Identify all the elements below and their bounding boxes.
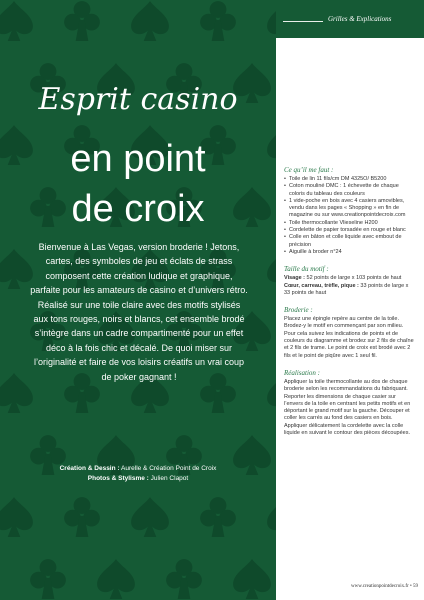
club-icon (200, 1, 236, 41)
size-section (284, 265, 416, 297)
embroidery-text: Placez une épingle repère au centre de la toile. Brodez-y le motif en commençant par son milieu. Pour cela suivez les indications de points et de couleurs du diagramme et brodez sur 2 fils de chaîne et 2 fils de trame. Le point de croix est brodé avec 2 fils et le point de piqûre avec 1 seul fil. (284, 316, 414, 359)
size-title: Taille du motif : (284, 265, 329, 274)
header-rule (283, 21, 323, 22)
spade-icon (97, 559, 135, 599)
spade-icon (131, 1, 169, 41)
spade-icon (0, 249, 33, 289)
size-line-1-label: Visage : (284, 275, 305, 282)
size-line-1 (284, 275, 416, 282)
spade-icon (267, 1, 276, 41)
size-line-2 (284, 283, 416, 298)
instructions-column (284, 166, 416, 446)
spade-icon (131, 497, 169, 537)
credits (10, 464, 266, 484)
club-icon (30, 559, 66, 599)
size-line-2-label: Cœur, carreau, trèfle, pique : (284, 282, 359, 289)
spade-icon (233, 559, 271, 599)
embroidery-title: Broderie : (284, 306, 313, 315)
spade-icon (267, 249, 276, 289)
title-line-1: Esprit casino (38, 82, 238, 117)
size-line-1-value: 52 points de large x 103 points de haut (306, 275, 402, 282)
club-icon (64, 1, 100, 41)
credit-photo-value: Julien Clapot (150, 475, 189, 482)
club-icon (166, 559, 202, 599)
credit-design-value: Aurelle & Création Point de Croix (121, 465, 217, 472)
spade-icon (267, 373, 276, 413)
credit-design (10, 464, 266, 474)
spade-icon (267, 497, 276, 537)
materials-item: • Cordelette de papier torsadée en rouge et blanc (284, 227, 416, 234)
materials-item: • Colle en bâton et colle liquide avec embout de précision (284, 234, 416, 249)
title-line-2: en point (70, 138, 206, 180)
club-icon (200, 497, 236, 537)
intro-text: Bienvenue à Las Vegas, version broderie ! Jetons, cartes, des symboles de jeu et éclats de strass composent cette création ludique et graphique, parfaite pour les amateurs de casino et d’univers rétro. Réalisé sur une toile claire avec des motifs stylisés aux tons rouges, noirs et blancs, cet ensemble brodé s’intègre dans un cadre compartimenté pour un effet déco à la fois chic et décalé. De quoi miser sur l’originalité et faire de vos loisirs créatifs un vrai coup de poker gagnant ! (30, 242, 248, 382)
spade-icon (0, 373, 33, 413)
materials-item: • Toile thermocollante Vlieseline H200 (284, 220, 416, 227)
materials-item: • Aiguille à broder n°24 (284, 249, 416, 256)
materials-list (284, 176, 416, 256)
credit-photo (10, 474, 266, 484)
materials-title: Ce qu’il me faut : (284, 166, 334, 174)
spade-icon (0, 1, 33, 41)
credit-photo-label: Photos & Stylisme : (87, 475, 149, 482)
realisation-section (284, 369, 416, 437)
embroidery-section (284, 306, 416, 360)
title-line-3: de croix (71, 188, 205, 230)
section-label: Grilles & Explications (328, 15, 392, 23)
materials-item: • Toile de lin 11 fils/cm DM 4325O/ B5200 (284, 176, 416, 183)
materials-item: • 1 vide-poche en bois avec 4 casiers amovibles, vendu dans les pages « Shopping » en fin de magazine ou sur www.creationpointdecroix.com (284, 198, 416, 220)
size-line-2-value: 33 points de large x 33 points de haut (284, 282, 409, 296)
spade-icon (0, 497, 33, 537)
materials-item: • Coton mouliné DMC : 1 échevette de chaque coloris du tableau des couleurs (284, 183, 416, 198)
club-icon (64, 497, 100, 537)
page-footer: www.creationpointdecroix.fr • 59 (351, 584, 418, 589)
materials-section (284, 166, 416, 256)
realisation-title: Réalisation : (284, 368, 320, 377)
credit-design-label: Création & Dessin : (59, 465, 120, 472)
realisation-text: Appliquer la toile thermocollante au dos de chaque broderie selon les recommandations du fabriquant. Reporter les dimensions de chaque casier sur l’envers de la toile en centrant les petits motifs et en déportant le grand motif sur la gauche. Découper et coller les carrés au fond des casiers en bois. Appliquer délicatement la cordelette avec la colle liquide en suivant le contour des pièces découpées. (284, 378, 411, 437)
